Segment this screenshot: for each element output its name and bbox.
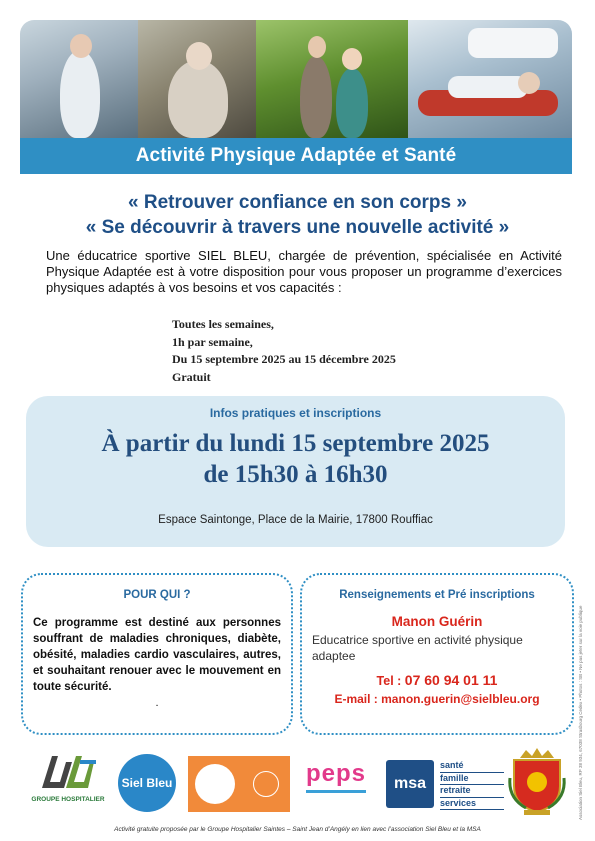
groupe-hospitalier-logo bbox=[28, 752, 105, 814]
start-date: À partir du lundi 15 septembre 2025 bbox=[101, 430, 490, 457]
slogan-2: « Se découvrir à travers une nouvelle activité » bbox=[85, 217, 510, 238]
schedule-details bbox=[172, 316, 396, 386]
audience-trailing-dot: . bbox=[155, 697, 159, 709]
info-label: Infos pratiques et inscriptions bbox=[209, 406, 382, 420]
page-title: Activité Physique Adaptée et Santé bbox=[135, 145, 457, 166]
phone-number[interactable]: 07 60 94 01 11 bbox=[404, 672, 498, 688]
phone-label: Tel : bbox=[376, 674, 405, 688]
email-label: E-mail : bbox=[334, 692, 382, 706]
contact-email[interactable] bbox=[312, 692, 562, 706]
detail-period: Du 15 septembre 2025 au 15 décembre 2025 bbox=[172, 352, 396, 366]
msa-text: msa bbox=[393, 775, 427, 792]
sport-sante-badge-icon bbox=[195, 764, 235, 804]
msa-tagline-3: retraite bbox=[440, 785, 504, 798]
time-range: de 15h30 à 16h30 bbox=[203, 461, 388, 488]
hero-photo-strip bbox=[20, 20, 572, 138]
audience-heading: POUR QUI ? bbox=[123, 589, 191, 601]
rouffiac-coat-of-arms bbox=[506, 748, 568, 816]
audience-box bbox=[21, 573, 293, 735]
peps-underline bbox=[306, 790, 366, 793]
msa-tagline-1: santé bbox=[440, 760, 504, 773]
photo-seniors-stretching bbox=[20, 20, 138, 138]
siel-bleu-text: Siel Bleu bbox=[121, 776, 173, 790]
detail-price: Gratuit bbox=[172, 369, 211, 384]
peps-logo bbox=[306, 760, 370, 808]
msa-tagline bbox=[440, 760, 504, 808]
side-legal-note bbox=[578, 540, 588, 820]
photo-floor-exercise-class bbox=[408, 20, 572, 138]
email-address[interactable]: manon.guerin@sielbleu.org bbox=[381, 692, 540, 706]
photo-woman-exercising bbox=[138, 20, 256, 138]
peps-text: peps bbox=[306, 760, 367, 787]
groupe-hospitalier-caption: GROUPE HOSPITALIER bbox=[31, 796, 105, 803]
detail-frequency: Toutes les semaines, bbox=[172, 317, 274, 331]
photo-nordic-walking-couple bbox=[256, 20, 408, 138]
sport-sante-logo bbox=[188, 756, 290, 812]
contact-box bbox=[300, 573, 574, 735]
address: Espace Saintonge, Place de la Mairie, 17800 Rouffiac bbox=[158, 514, 433, 526]
republic-seal-icon bbox=[253, 771, 279, 797]
slogan-1: « Retrouver confiance en son corps » bbox=[128, 192, 467, 213]
msa-tagline-2: famille bbox=[440, 773, 504, 786]
contact-heading: Renseignements et Pré inscriptions bbox=[339, 589, 535, 601]
contact-phone[interactable] bbox=[312, 672, 562, 688]
partner-logos bbox=[22, 748, 574, 818]
contact-name: Manon Guérin bbox=[391, 614, 483, 629]
slogans bbox=[0, 190, 595, 240]
groupe-hospitalier-mark-icon bbox=[36, 752, 96, 792]
siel-bleu-logo bbox=[118, 754, 176, 812]
detail-duration: 1h par semaine, bbox=[172, 334, 253, 349]
msa-logo bbox=[386, 760, 434, 808]
footer-note: Activité gratuite proposée par le Groupe Hospitalier Saintes – Saint Jean d’Angély en lien avec l’association Siel Bleu et la MSA bbox=[114, 826, 481, 833]
intro-paragraph: Une éducatrice sportive SIEL BLEU, chargée de prévention, spécialisée en Activité Physique Adaptée est à votre disposition pour vous proposer un programme d’exercices physiques adaptés à vos besoins et vos capacités : bbox=[46, 248, 562, 295]
title-banner bbox=[20, 138, 572, 174]
contact-role: Educatrice sportive en activité physique adaptee bbox=[312, 633, 523, 663]
msa-tagline-4: services bbox=[440, 798, 504, 811]
audience-text: Ce programme est destiné aux personnes souffrant de maladies chroniques, diabète, obésité, maladies cardio vasculaires, autres, et souhaitant renouer avec le mouvement en toute sécurité. bbox=[33, 617, 281, 693]
info-box bbox=[26, 396, 565, 547]
side-legal-text: Association Siel Bleu, RP 38 934, 67038 Strasbourg Cedex • Photos : SB • Ne pas jeter sur la voie publique bbox=[578, 605, 583, 820]
coat-of-arms-icon bbox=[506, 748, 568, 816]
